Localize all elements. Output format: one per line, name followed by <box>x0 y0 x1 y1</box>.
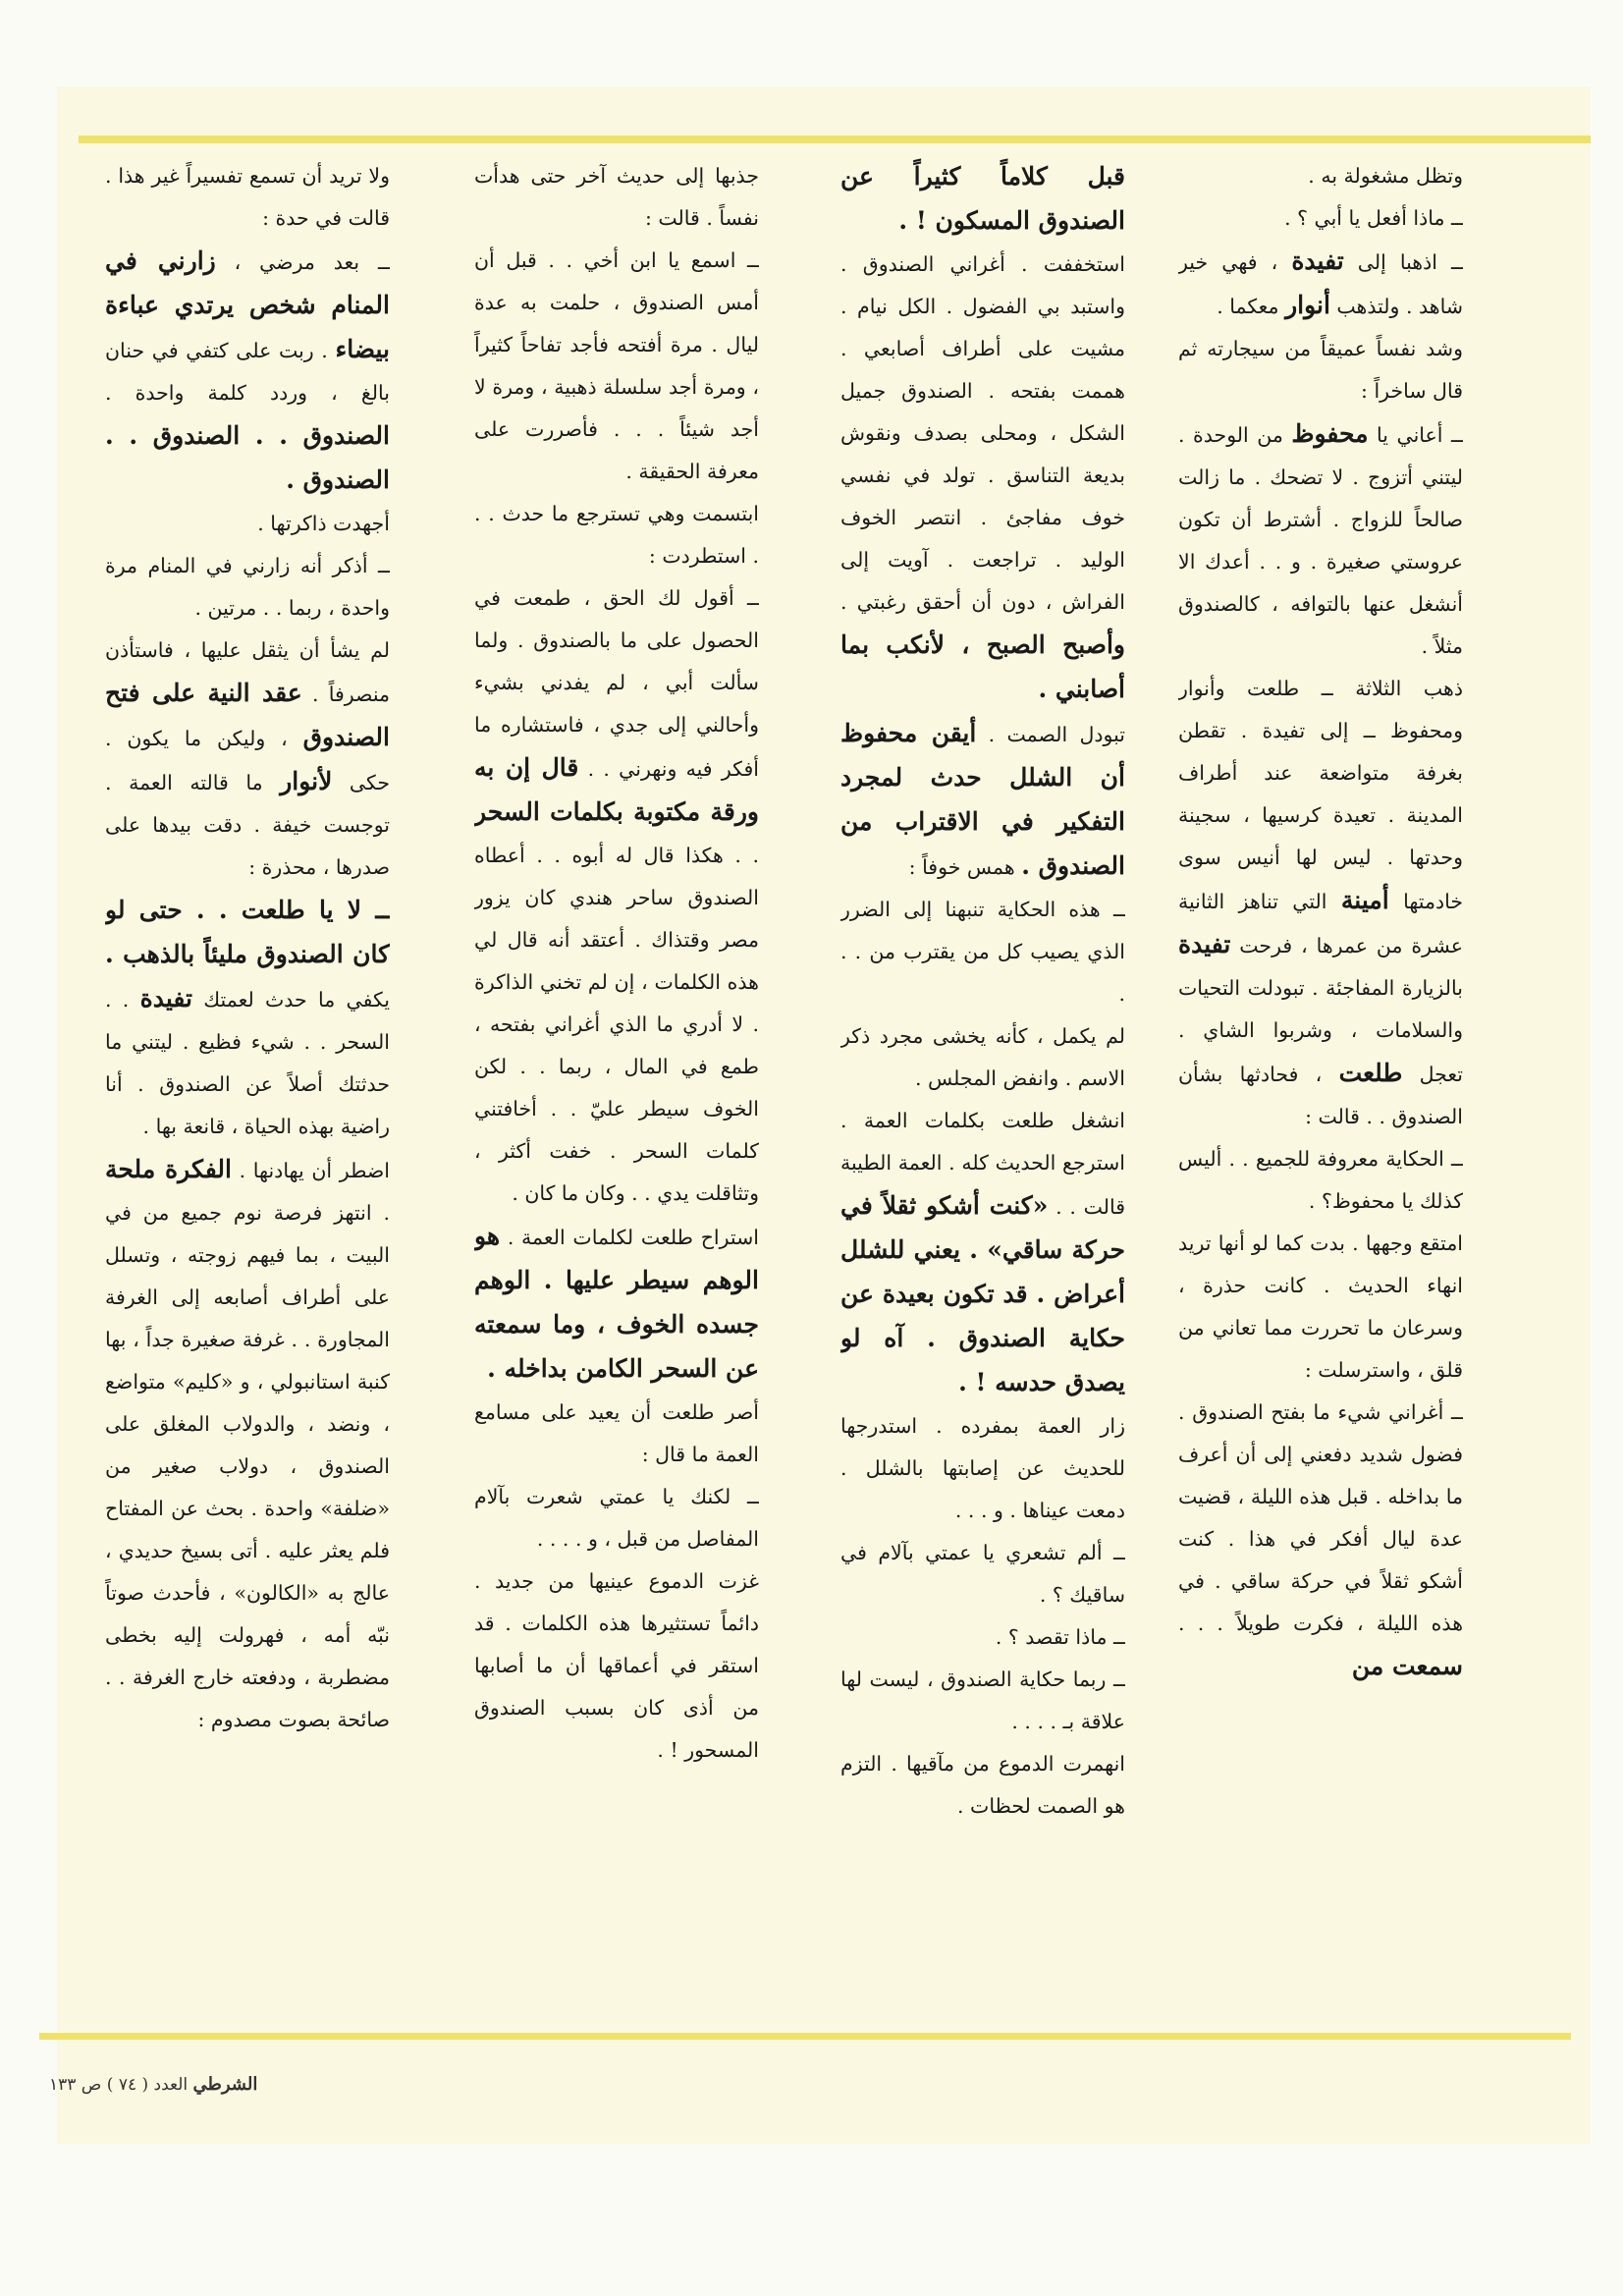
issue-number: العدد ( ٧٤ ) <box>106 2075 189 2095</box>
bold-phrase: أمينة <box>1340 886 1389 914</box>
text-run: . . السحر . . شيء فظيع . ليتني ما حدثتك أصلاً عن الصندوق . أنا راضية بهذه الحياة ، قانعة بها . <box>105 988 390 1138</box>
text-run: ما قالته العمة . توجست خيفة . دقت بيدها على صدرها ، محذرة : <box>105 771 390 879</box>
paragraph <box>105 889 390 1148</box>
text-run: بالزيارة المفاجئة . تبودلت التحيات والسلامات ، وشربوا الشاي . تعجل <box>1178 976 1463 1086</box>
text-run: ــ أقول لك الحق ، طمعت في الحصول على ما بالصندوق . ولما سألت أبي ، لم يفدني بشيء وأحالني إلى جدي ، فاستشاره ما أفكر فيه ونهرني . . <box>474 586 759 781</box>
text-column-4 <box>105 155 390 2021</box>
paragraph <box>474 1476 759 1560</box>
text-run: وتظل مشغولة به . <box>1308 164 1463 188</box>
bold-phrase: سمعت من <box>1351 1652 1463 1680</box>
text-run: ــ اذهبا إلى <box>1343 250 1463 274</box>
text-run: استراح طلعت لكلمات العمة . <box>500 1226 759 1249</box>
text-run: ــ لكنك يا عمتي شعرت بآلام المفاصل من قبل ، و . . . . <box>474 1485 759 1551</box>
paragraph <box>105 545 390 629</box>
paragraph <box>1178 197 1463 240</box>
text-run: ــ أغراني شيء ما بفتح الصندوق . فضول شديد دفعني إلى أن أعرف ما بداخله . قبل هذه الليلة ، قضيت عدة ليال أفكر في هذا . كنت أشكو ثقلاً في حركة ساقي . في هذه الليلة ، فكرت طويلاً . . . <box>1178 1400 1463 1635</box>
text-run: ــ ألم تشعري يا عمتي بآلام في ساقيك ؟ . <box>840 1541 1125 1607</box>
text-run: . انتهز فرصة نوم جميع من في البيت ، بما فيهم زوجته ، وتسلل على أطراف أصابعه إلى الغرفة المجاورة . . غرفة صغيرة جداً ، بها كنبة استانبولي ، و «كليم» متواضع ، ونضد ، والدولاب المغلق على الصندوق ، دولاب صغير من «ضلفة» واحدة . بحث عن المفتاح فلم يعثر عليه . أتى بسيخ حديدي ، عالج به «الكالون» ، فأحدث صوتاً نبّه أمه ، فهرولت إليه بخطى مضطربة ، ودفعته خارج الغرفة . . صائحة بصوت مصدوم : <box>105 1201 390 1731</box>
paragraph <box>474 577 759 1215</box>
bold-phrase: تفيدة <box>1291 246 1344 275</box>
text-run: ــ ماذا تقصد ؟ . <box>995 1625 1125 1649</box>
paragraph <box>1178 240 1463 328</box>
paragraph <box>840 1405 1125 1532</box>
paragraph <box>840 1015 1125 1100</box>
text-run: من الوحدة . ليتني أتزوج . لا تضحك . ما زالت صالحاً للزواج . أشترط أن تكون عروستي صغيرة . و . . أعدك الا أنشغل عنها بالتوافه ، كالصندوق مثلاً . <box>1178 423 1463 658</box>
bold-phrase: ــ لا يا طلعت . . حتى لو كان الصندوق مليئاً بالذهب . <box>105 896 390 968</box>
paragraph <box>474 155 759 240</box>
paragraph <box>105 155 390 240</box>
page-footer <box>49 2074 257 2104</box>
text-run: زار العمة بمفرده . استدرجها للحديث عن إصابتها بالشلل . دمعت عيناها . و . . . <box>840 1414 1125 1522</box>
bold-phrase: قبل كلاماً كثيراً عن الصندوق المسكون ! . <box>840 162 1125 235</box>
magazine-logo: الشرطي <box>192 2074 258 2095</box>
bold-phrase: طلعت <box>1338 1059 1403 1087</box>
text-run: معكما . <box>1217 295 1286 318</box>
bold-phrase: الصندوق . . الصندوق . . الصندوق . <box>105 421 390 494</box>
bold-phrase: قال إن به ورقة مكتوبة بكلمات السحر <box>474 753 759 826</box>
text-run: ــ اسمع يا ابن أخي . . قبل أن أمس الصندوق ، حلمت به عدة ليال . مرة أفتحه فأجد تفاحاً كثيراً ، ومرة أجد سلسلة ذهبية ، ومرة لا أجد شيئاً . . . فأصررت على معرفة الحقيقة . <box>474 248 759 483</box>
paragraph <box>840 1659 1125 1743</box>
text-run: تبودل الصمت . <box>976 723 1125 746</box>
paragraph <box>840 1616 1125 1659</box>
top-rule <box>79 136 1591 143</box>
text-run: أجهدت ذاكرتها . <box>257 512 390 535</box>
bold-phrase: تفيدة <box>139 984 192 1012</box>
text-run: . . هكذا قال له أبوه . . أعطاه الصندوق ساحر هندي كان يزور مصر وقتذاك . أعتقد أنه قال لي هذه الكلمات ، إن لم تخني الذاكرة . لا أدري ما الذي أغراني بفتحه ، طمع في المال ، ربما . . لكن الخوف سيطر عليّ . . أخافتني كلمات السحر . خفت أكثر ، وتثاقلت يدي . . وكان ما كان . <box>474 844 759 1205</box>
text-run: ، فحادثها بشأن الصندوق . . قالت : <box>1178 1063 1463 1128</box>
paragraph <box>1178 1392 1463 1689</box>
text-run: . ربت على كتفي في حنان بالغ ، وردد كلمة واحدة . <box>105 339 390 405</box>
text-run: ــ بعد مرضي ، <box>215 250 390 274</box>
bold-phrase: الفكرة ملحة <box>105 1155 232 1183</box>
page-number: ص ١٣٣ <box>49 2075 102 2095</box>
text-run: همس خوفاً : <box>908 855 1022 879</box>
text-column-3 <box>474 155 759 2021</box>
text-run: ــ هذه الحكاية تنبهنا إلى الضرر الذي يصيب كل من يقترب من . . . <box>840 898 1125 1006</box>
paragraph <box>840 1100 1125 1405</box>
text-run: ، وليكن ما يكون . حكى <box>105 727 390 794</box>
paragraph <box>840 712 1125 889</box>
text-run: استخففت . أغراني الصندوق . واستبد بي الفضول . الكل نيام . مشيت على أطراف أصابعي . هممت بفتحه . الصندوق جميل الشكل ، ومحلى بصدف ونقوش بديعة التناسق . تولد في نفسي خوف مفاجئ . انتصر الخوف الوليد . تراجعت . آويت إلى الفراش ، دون أن أحقق رغبتي . <box>840 252 1125 614</box>
bold-phrase: تفيدة <box>1178 930 1231 958</box>
paragraph <box>474 240 759 493</box>
paragraph <box>840 1532 1125 1616</box>
text-run: انشغل طلعت بكلمات العمة . استرجع الحديث كله . العمة الطيبة قالت . . <box>840 1109 1125 1219</box>
text-run: انهمرت الدموع من مآقيها . التزم هو الصمت لحظات . <box>840 1752 1125 1818</box>
bold-phrase: محفوظ <box>1291 419 1369 448</box>
paragraph <box>1178 1223 1463 1392</box>
text-run: امتقع وجهها . بدت كما لو أنها تريد انهاء الحديث . كانت حذرة ، وسرعان ما تحررت مما تعاني من قلق ، واسترسلت : <box>1178 1231 1463 1382</box>
text-column-2 <box>840 155 1125 2021</box>
bold-phrase: عقد النية على فتح الصندوق <box>105 679 390 751</box>
text-run: يكفي ما حدث لعمتك <box>191 988 390 1011</box>
text-run: اضطر أن يهادنها . <box>231 1159 390 1182</box>
bold-phrase: وأصبح الصبح ، لأنكب بما أصابني . <box>840 630 1125 703</box>
text-column-1 <box>1178 155 1463 2021</box>
bold-phrase: زارني في المنام شخص يرتدي عباءة بيضاء <box>105 246 390 363</box>
text-run: غزت الدموع عينيها من جديد . دائماً تستثيرها هذه الكلمات . قد استقر في أعماقها أن ما أصابها من أذى كان بسبب الصندوق المسحور ! . <box>474 1569 759 1762</box>
paragraph <box>474 493 759 577</box>
bold-phrase: هو الوهم سيطر عليها . الوهم جسده الخوف ، وما سمعته عن السحر الكامن بداخله . <box>474 1222 759 1383</box>
paragraph <box>474 1392 759 1476</box>
paragraph <box>1178 328 1463 412</box>
text-run: لم يشأ أن يثقل عليها ، فاستأذن منصرفاً . <box>105 638 390 706</box>
text-run: ، فهي خير شاهد . ولتذهب <box>1178 250 1463 318</box>
paragraph <box>1178 412 1463 668</box>
text-run: ــ أعاني يا <box>1368 423 1463 447</box>
paragraph <box>840 1743 1125 1828</box>
text-run: ــ الحكاية معروفة للجميع . . أليس كذلك يا محفوظ؟ . <box>1178 1147 1463 1213</box>
text-run: ــ ربما حكاية الصندوق ، ليست لها علاقة بـ . . . . <box>840 1667 1125 1733</box>
text-run: التي تناهز الثانية عشرة من عمرها ، فرحت <box>1178 890 1463 957</box>
paragraph <box>105 1148 390 1741</box>
text-run: ولا تريد أن تسمع تفسيراً غير هذا . قالت في حدة : <box>105 164 390 230</box>
bold-phrase: «كنت أشكو ثقلاً في حركة ساقي» . يعني للشلل أعراض . قد تكون بعيدة عن حكاية الصندوق . آه لو يصدق حدسه ! . <box>840 1191 1125 1396</box>
paragraph <box>1178 155 1463 197</box>
paragraph <box>840 889 1125 1015</box>
bold-phrase: أيقن محفوظ أن الشلل حدث لمجرد التفكير في الاقتراب من الصندوق . <box>840 719 1125 880</box>
text-run: لم يكمل ، كأنه يخشى مجرد ذكر الاسم . وانفض المجلس . <box>840 1024 1125 1090</box>
text-run: أصر طلعت أن يعيد على مسامع العمة ما قال : <box>474 1400 759 1466</box>
bottom-rule <box>39 2033 1571 2040</box>
paragraph <box>105 629 390 889</box>
paragraph <box>1178 668 1463 1138</box>
bold-phrase: أنوار <box>1285 291 1330 319</box>
paragraph <box>840 244 1125 712</box>
paragraph <box>105 240 390 503</box>
paragraph <box>105 503 390 545</box>
text-run: جذبها إلى حديث آخر حتى هدأت نفساً . قالت : <box>474 164 759 230</box>
paragraph <box>474 1560 759 1772</box>
text-run: ــ ماذا أفعل يا أبي ؟ . <box>1284 206 1463 230</box>
paragraph <box>840 155 1125 244</box>
text-run: ــ أذكر أنه زارني في المنام مرة واحدة ، ربما . . مرتين . <box>105 554 390 620</box>
bold-phrase: لأنوار <box>280 767 333 795</box>
text-run: ابتسمت وهي تسترجع ما حدث . . . استطردت : <box>474 502 759 568</box>
text-run: وشد نفساً عميقاً من سيجارته ثم قال ساخراً : <box>1178 337 1463 403</box>
paragraph <box>474 1215 759 1392</box>
text-run: ذهب الثلاثة ــ طلعت وأنوار ومحفوظ ــ إلى تفيدة . تقطن بغرفة متواضعة عند أطراف المدينة . تعيدة كرسيها ، سجينة وحدتها . ليس لها أنيس سوى خادمتها <box>1178 677 1463 913</box>
paragraph <box>1178 1138 1463 1223</box>
